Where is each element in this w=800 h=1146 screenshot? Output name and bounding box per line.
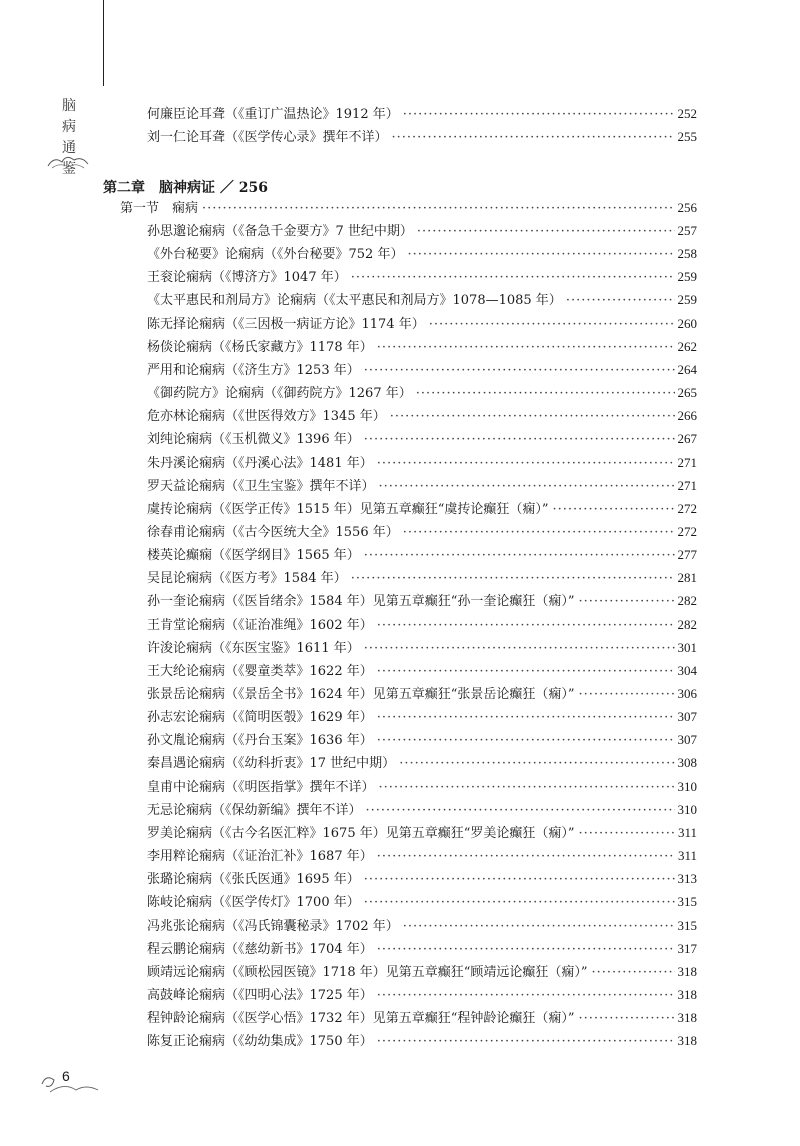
entry-title: 皇甫中论痫病（《明医指掌》撰年不详） (147, 780, 375, 795)
entry-page-number: 267 (677, 431, 697, 446)
dot-leader (417, 224, 675, 240)
entry-title: 刘一仁论耳聋（《医学传心录》撰年不详） (147, 130, 388, 145)
entry-page-number: 308 (677, 755, 697, 770)
running-head-text: 脑病通鉴 (62, 98, 76, 177)
toc-entry[interactable] (147, 478, 697, 495)
dot-leader (377, 456, 675, 472)
entry-page-number: 310 (677, 779, 697, 794)
entry-title: 程云鹏论痫病（《慈幼新书》1704 年） (147, 942, 373, 957)
entry-page-number: 265 (677, 385, 697, 400)
entry-page-number: 264 (677, 362, 697, 377)
entry-page-number: 318 (677, 1010, 697, 1025)
toc-entry[interactable] (147, 246, 697, 263)
toc-entry[interactable] (147, 1033, 697, 1050)
toc-entry[interactable] (147, 547, 697, 564)
dot-leader (403, 107, 675, 123)
dot-leader (377, 942, 675, 958)
entry-title: 高鼓峰论痫病（《四明心法》1725 年） (147, 988, 373, 1003)
entry-page-number: 257 (677, 223, 697, 238)
toc-entry[interactable] (147, 316, 697, 333)
dot-leader (351, 571, 675, 587)
entry-page-number: 271 (677, 478, 697, 493)
entry-title: 孙志宏论痫病（《简明医彀》1629 年） (147, 710, 373, 725)
dot-leader (377, 849, 675, 865)
toc-entry[interactable] (147, 918, 697, 935)
entry-title: 冯兆张论痫病（《冯氏锦囊秘录》1702 年） (147, 919, 399, 934)
toc-entry[interactable] (147, 408, 697, 425)
dot-leader (364, 548, 675, 564)
entry-title: 杨倓论痫病（《杨氏家藏方》1178 年） (147, 340, 373, 355)
entry-title: 《太平惠民和剂局方》论痫病（《太平惠民和剂局方》1078—1085 年） (147, 293, 562, 308)
entry-title: 张璐论痫病（《张氏医通》1695 年） (147, 872, 360, 887)
dot-leader (377, 1034, 675, 1050)
toc-entry[interactable] (147, 1010, 697, 1027)
entry-page-number: 281 (677, 570, 697, 585)
toc-entry[interactable] (147, 825, 697, 842)
toc-entry[interactable] (147, 941, 697, 958)
entry-page-number: 307 (677, 732, 697, 747)
toc-entry[interactable] (147, 755, 697, 772)
dot-leader (377, 988, 675, 1004)
entry-page-number: 318 (677, 987, 697, 1002)
entry-page-number: 272 (677, 501, 697, 516)
toc-entry[interactable] (147, 223, 697, 240)
entry-title: 《御药院方》论痫病（《御药院方》1267 年） (147, 386, 412, 401)
toc-entry[interactable] (147, 871, 697, 888)
toc-entry[interactable] (147, 640, 697, 657)
toc-entry[interactable] (147, 339, 697, 356)
entry-page-number: 259 (677, 269, 697, 284)
dot-leader (364, 872, 675, 888)
entry-title: 顾靖远论痫病（《顾松园医镜》1718 年）见第五章癫狂“顾靖远论癫狂（痫）” (147, 965, 588, 980)
toc-entry[interactable] (147, 732, 697, 749)
dot-leader (407, 247, 674, 263)
entry-title: 孙一奎论痫病（《医旨绪余》1584 年）见第五章癫狂“孙一奎论癫狂（痫）” (147, 594, 575, 609)
dot-leader (377, 618, 675, 634)
entry-page-number: 255 (677, 129, 697, 144)
entry-title: 罗天益论痫病（《卫生宝鉴》撰年不详） (147, 479, 375, 494)
dot-leader (379, 479, 675, 495)
dot-leader (364, 895, 675, 911)
entry-page-number: 315 (677, 894, 697, 909)
toc-entry[interactable] (147, 501, 697, 518)
dot-leader (592, 965, 675, 981)
dot-leader (377, 340, 675, 356)
toc-entry[interactable] (147, 129, 697, 146)
entry-title: 许浚论痫病（《东医宝鉴》1611 年） (147, 641, 360, 656)
toc-entry[interactable] (147, 106, 697, 123)
entry-title: 陈复正论痫病（《幼幼集成》1750 年） (147, 1034, 373, 1049)
entry-title: 李用粹论痫病（《证治汇补》1687 年） (147, 849, 373, 864)
entry-page-number: 318 (677, 1033, 697, 1048)
entry-page-number: 304 (677, 663, 697, 678)
entry-page-number: 306 (677, 686, 697, 701)
dot-leader (553, 502, 675, 518)
dot-leader (416, 386, 675, 402)
dot-leader (202, 201, 674, 217)
dot-leader (392, 130, 675, 146)
dot-leader (579, 1011, 675, 1027)
dot-leader (579, 826, 675, 842)
page-number: 6 (62, 1068, 70, 1084)
entry-title: 严用和论痫病（《济生方》1253 年） (147, 363, 360, 378)
entry-title: 孙文胤论痫病（《丹台玉案》1636 年） (147, 733, 373, 748)
entry-title: 张景岳论痫病（《景岳全书》1624 年）见第五章癫狂“张景岳论癫狂（痫）” (147, 687, 575, 702)
entry-page-number: 282 (677, 593, 697, 608)
toc-entry[interactable] (147, 964, 697, 981)
dot-leader (566, 293, 675, 309)
toc-entry[interactable] (147, 894, 697, 911)
entry-title: 危亦林论痫病（《世医得效方》1345 年） (147, 409, 386, 424)
entry-page-number: 266 (677, 408, 697, 423)
entry-title: 王衮论痫病（《博济方》1047 年） (147, 270, 347, 285)
entry-title: 秦昌遇论痫病（《幼科折衷》17 世纪中期） (147, 756, 396, 771)
dot-leader (366, 803, 675, 819)
dot-leader (579, 687, 675, 703)
toc-entry[interactable] (147, 292, 697, 309)
dot-leader (377, 664, 675, 680)
dot-leader (364, 432, 675, 448)
entry-title: 刘纯论痫病（《玉机微义》1396 年） (147, 432, 360, 447)
entry-page-number: 259 (677, 292, 697, 307)
toc-entry[interactable] (147, 362, 697, 379)
entry-page-number: 282 (677, 617, 697, 632)
entry-title: 《外台秘要》论痫病（《外台秘要》752 年） (147, 247, 404, 262)
entry-title: 陈岐论痫病（《医学传灯》1700 年） (147, 895, 360, 910)
dot-leader (351, 270, 675, 286)
entry-title: 吴昆论痫病（《医方考》1584 年） (147, 571, 347, 586)
cloud-ornament-icon (40, 1072, 102, 1096)
entry-page-number: 277 (677, 547, 697, 562)
entry-page-number: 317 (677, 941, 697, 956)
entry-page-number: 262 (677, 339, 697, 354)
dot-leader (403, 525, 675, 541)
entry-page-number: 301 (677, 640, 697, 655)
toc-entry[interactable] (147, 617, 697, 634)
entry-page-number: 315 (677, 918, 697, 933)
toc-entry[interactable] (147, 431, 697, 448)
toc-entry[interactable] (147, 709, 697, 726)
entry-page-number: 272 (677, 524, 697, 539)
entry-title: 朱丹溪论痫病（《丹溪心法》1481 年） (147, 456, 373, 471)
entry-title: 陈无择论痫病（《三因极一病证方论》1174 年） (147, 317, 425, 332)
toc-entry[interactable] (147, 686, 697, 703)
entry-page-number: 256 (677, 200, 697, 215)
dot-leader (379, 780, 675, 796)
entry-page-number: 313 (677, 871, 697, 886)
entry-page-number: 258 (677, 246, 697, 261)
entry-page-number: 318 (677, 964, 697, 979)
toc-entry[interactable] (147, 802, 697, 819)
entry-page-number: 310 (677, 802, 697, 817)
toc-entry[interactable] (147, 385, 697, 402)
toc-entry[interactable] (147, 593, 697, 610)
dot-leader (364, 641, 675, 657)
entry-title: 第一节 痫病 (120, 201, 199, 216)
toc-entry[interactable] (147, 455, 697, 472)
entry-title: 无忌论痫病（《保幼新编》撰年不详） (147, 803, 362, 818)
entry-page-number: 311 (677, 848, 697, 863)
entry-title: 罗美论痫病（《古今名医汇粹》1675 年）见第五章癫狂“罗美论癫狂（痫）” (147, 826, 575, 841)
toc-entry[interactable] (147, 779, 697, 796)
section-heading[interactable] (120, 200, 697, 217)
dot-leader (399, 756, 674, 772)
toc-entry[interactable] (147, 987, 697, 1004)
entry-title: 虞抟论痫病（《医学正传》1515 年）见第五章癫狂“虞抟论癫狂（痫）” (147, 502, 549, 517)
entry-page-number: 311 (677, 825, 697, 840)
entry-page-number: 307 (677, 709, 697, 724)
entry-title: 王肯堂论痫病（《证治准绳》1602 年） (147, 618, 373, 633)
entry-title: 程钟龄论痫病（《医学心悟》1732 年）见第五章癫狂“程钟龄论癫狂（痫）” (147, 1011, 575, 1026)
entry-page-number: 260 (677, 316, 697, 331)
chapter-heading[interactable]: 第二章 脑神病证 ／ 256 (103, 180, 268, 196)
dot-leader (377, 710, 675, 726)
entry-title: 孙思邈论痫病（《备急千金要方》7 世纪中期） (147, 224, 413, 239)
entry-title: 徐春甫论痫病（《古今医统大全》1556 年） (147, 525, 399, 540)
dot-leader (429, 317, 675, 333)
toc-entry[interactable] (147, 663, 697, 680)
entry-title: 楼英论癫痫（《医学纲目》1565 年） (147, 548, 360, 563)
dot-leader (364, 363, 675, 379)
toc-entry[interactable] (147, 269, 697, 286)
entry-title: 何廉臣论耳聋（《重订广温热论》1912 年） (147, 107, 399, 122)
dot-leader (579, 594, 675, 610)
entry-page-number: 271 (677, 455, 697, 470)
dot-leader (390, 409, 675, 425)
dot-leader (403, 919, 675, 935)
entry-page-number: 252 (677, 106, 697, 121)
toc-entry[interactable] (147, 848, 697, 865)
toc-entry[interactable] (147, 570, 697, 587)
toc-entry[interactable] (147, 524, 697, 541)
dot-leader (377, 733, 675, 749)
entry-title: 王大纶论痫病（《婴童类萃》1622 年） (147, 664, 373, 679)
